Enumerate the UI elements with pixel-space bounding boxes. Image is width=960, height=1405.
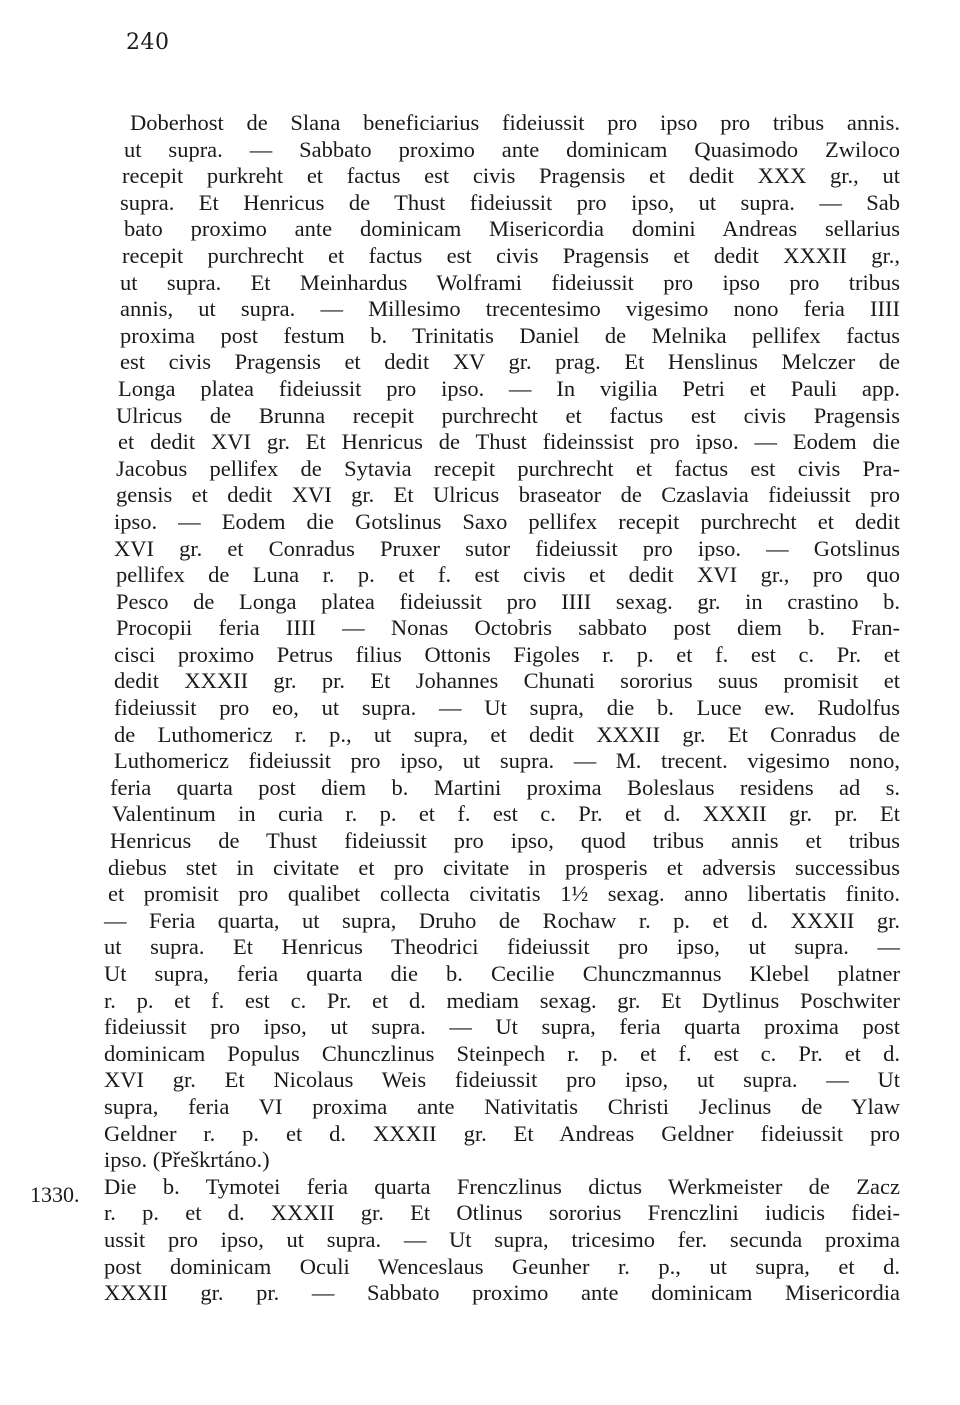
text-line: Ut supra, feria quarta die b. Cecilie Chunczmannus Klebel platner xyxy=(104,961,900,986)
text-line: Geldner r. p. et d. XXXII gr. Et Andreas Geldner fideiussit pro xyxy=(104,1120,900,1146)
text-line: dedit XXXII gr. pr. Et Johannes Chunati sororius suus promisit et xyxy=(114,668,900,694)
text-line: Die b. Tymotei feria quarta Frenczlinus dictus Werkmeister de Zacz xyxy=(104,1173,900,1199)
text-line: recepit purchrecht et factus est civis Pragensis et dedit XXXII gr., xyxy=(122,242,900,268)
text-line: ut supra. — Sabbato proximo ante dominicam Quasimodo Zwiloco xyxy=(124,136,900,162)
text-line: proxima post festum b. Trinitatis Daniel de Melnika pellifex factus xyxy=(120,322,900,348)
page-number: 240 xyxy=(126,30,170,55)
text-line: r. p. et f. est c. Pr. et d. mediam sexag. gr. Et Dytlinus Poschwiter xyxy=(104,987,900,1013)
text-line: annis, ut supra. — Millesimo trecentesimo vigesimo nono feria IIII xyxy=(120,296,900,322)
text-line: Pesco de Longa platea fideiussit pro IIII sexag. gr. in crastino b. xyxy=(116,588,900,614)
text-line: Henricus de Thust fideiussit pro ipso, quod tribus annis et tribus xyxy=(110,828,900,854)
text-line: et dedit XVI gr. Et Henricus de Thust fideinssist pro ipso. — Eodem die xyxy=(118,429,900,455)
text-line: feria quarta post diem b. Martini proxima Boleslaus residens ad s. xyxy=(110,774,900,800)
text-line: bato proximo ante dominicam Misericordia domini Andreas sellarius xyxy=(124,216,900,242)
text-line: ut supra. Et Henricus Theodrici fideiussit pro ipso, ut supra. — xyxy=(104,934,900,960)
text-line: Procopii feria IIII — Nonas Octobris sabbato post diem b. Fran- xyxy=(116,615,900,641)
text-line: Luthomericz fideiussit pro ipso, ut supra. — M. trecent. vigesimo nono, xyxy=(114,748,900,774)
text-line: post dominicam Oculi Wenceslaus Geunher r. p., ut supra, et d. xyxy=(104,1253,900,1279)
text-line: dominicam Populus Chunczlinus Steinpech r. p. et f. est c. Pr. et d. xyxy=(104,1040,900,1066)
text-line: Longa platea fideiussit pro ipso. — In vigilia Petri et Pauli app. xyxy=(118,375,900,401)
margin-year-note: 1330. xyxy=(30,1182,80,1207)
document-body xyxy=(100,110,900,1307)
text-line: recepit purkreht et factus est civis Pragensis et dedit XXX gr., ut xyxy=(122,163,900,189)
text-line: ipso. (Přeškrtáno.) xyxy=(104,1147,270,1173)
text-line: est civis Pragensis et dedit XV gr. prag. Et Henslinus Melczer de xyxy=(120,349,900,375)
text-line: diebus stet in civitate et pro civitate in prosperis et adversis successibus xyxy=(108,854,900,880)
text-line: et promisit pro qualibet collecta civitatis 1½ sexag. anno libertatis finito. xyxy=(108,881,900,907)
text-line: XVI gr. Et Nicolaus Weis fideiussit pro ipso, ut supra. — Ut xyxy=(104,1067,900,1093)
text-line: — Feria quarta, ut supra, Druho de Rochaw r. p. et d. XXXII gr. xyxy=(104,907,900,933)
text-line: pellifex de Luna r. p. et f. est civis et dedit XVI gr., pro quo xyxy=(116,562,900,588)
text-line: XVI gr. et Conradus Pruxer sutor fideiussit pro ipso. — Gotslinus xyxy=(114,535,900,561)
text-line: Ulricus de Brunna recepit purchrecht et factus est civis Pragensis xyxy=(116,402,900,428)
text-line: gensis et dedit XVI gr. Et Ulricus braseator de Czaslavia fideiussit pro xyxy=(116,482,900,508)
text-line: cisci proximo Petrus filius Ottonis Figoles r. p. et f. est c. Pr. et xyxy=(114,641,900,667)
text-line: fideiussit pro ipso, ut supra. — Ut supra, feria quarta proxima post xyxy=(104,1014,900,1040)
text-line: de Luthomericz r. p., ut supra, et dedit XXXII gr. Et Conradus de xyxy=(114,721,900,747)
text-line: ut supra. Et Meinhardus Wolframi fideiussit pro ipso pro tribus xyxy=(120,269,900,295)
text-line: supra. Et Henricus de Thust fideiussit pro ipso, ut supra. — Sab xyxy=(120,189,900,215)
text-line: fideiussit pro eo, ut supra. — Ut supra, die b. Luce ew. Rudolfus xyxy=(114,695,900,721)
text-line: Valentinum in curia r. p. et f. est c. Pr. et d. XXXII gr. pr. Et xyxy=(112,801,900,827)
text-line: XXXII gr. pr. — Sabbato proximo ante dominicam Misericordia xyxy=(104,1280,900,1306)
text-line: Jacobus pellifex de Sytavia recepit purchrecht et factus est civis Pra- xyxy=(116,455,900,481)
text-line: ussit pro ipso, ut supra. — Ut supra, tricesimo fer. secunda proxima xyxy=(104,1226,900,1252)
text-line: supra, feria VI proxima ante Nativitatis Christi Jeclinus de Ylaw xyxy=(104,1093,900,1119)
text-line: r. p. et d. XXXII gr. Et Otlinus sororius Frenczlini iudicis fidei- xyxy=(104,1200,900,1226)
text-line: Doberhost de Slana beneficiarius fideiussit pro ipso pro tribus annis. xyxy=(130,110,900,135)
text-line: ipso. — Eodem die Gotslinus Saxo pellifex recepit purchrecht et dedit xyxy=(114,508,900,534)
